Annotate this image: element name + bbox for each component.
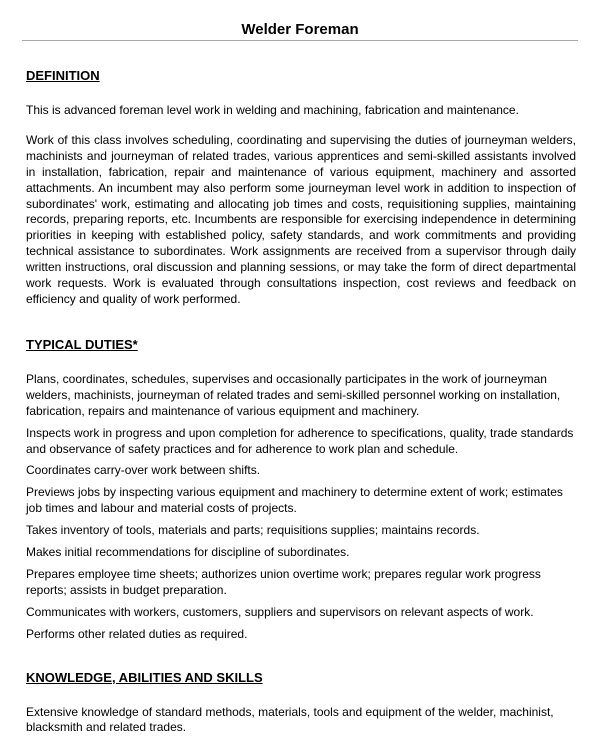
knowledge-paragraph: Extensive knowledge of standard methods, materials, tools and equipment of the welder, machinist, blacksmith and related trades. <box>26 704 554 735</box>
duty-item: Previews jobs by inspecting various equipment and machinery to determine extent of work; estimates job times and labour and material costs of projects. <box>26 485 563 516</box>
title-divider <box>22 40 578 41</box>
knowledge-heading: KNOWLEDGE, ABILITIES AND SKILLS <box>26 669 263 685</box>
duty-item: Coordinates carry-over work between shifts. <box>26 463 261 478</box>
duty-item: Plans, coordinates, schedules, supervises and occasionally participates in the work of journeyman welders, machinists, journeyman of related trades and semi-skilled personnel working on installation, fabrication, repairs and maintenance of various equipment and machinery. <box>26 371 561 418</box>
typical-duties-heading: TYPICAL DUTIES* <box>26 336 138 352</box>
definition-section <box>26 67 576 308</box>
typical-duties-section <box>26 336 576 643</box>
document-body <box>26 67 576 736</box>
definition-paragraph: This is advanced foreman level work in welding and machining, fabrication and maintenance. <box>26 103 519 117</box>
definition-heading: DEFINITION <box>26 68 100 83</box>
document-title: Welder Foreman <box>241 21 359 38</box>
duty-item: Makes initial recommendations for discipline of subordinates. <box>26 545 350 560</box>
definition-paragraph: Work of this class involves scheduling, coordinating and supervising the duties of journeyman welders, machinists and journeyman of related trades, various apprentices and semi-skilled assistants involved in installation, fabrication, repair and maintenance of various equipment, machinery and assorted attachments. An incumbent may also perform some journeyman level work in addition to inspection of subordinates' work, estimating and allocating job times and costs, requisitioning supplies, maintaining records, preparing reports, etc. Incumbents are responsible for exercising independence in determining priorities in keeping with established policy, safety standards, and work commitments and providing technical assistance to subordinates. Work assignments are received from a supervisor through daily written instructions, oral discussion and planning sessions, or may take the form of direct departmental work requests. Work is evaluated through consultations inspection, cost reviews and feedback on efficiency and quality of work performed. <box>26 132 576 306</box>
duty-item: Performs other related duties as required. <box>26 626 248 641</box>
duty-item: Inspects work in progress and upon completion for adherence to specifications, quality, trade standards and observance of safety practices and for adherence to work plan and schedule. <box>26 425 574 456</box>
duty-item: Prepares employee time sheets; authorizes union overtime work; prepares regular work progress reports; assists in budget preparation. <box>26 566 541 597</box>
duty-item: Takes inventory of tools, materials and parts; requisitions supplies; maintains records. <box>26 523 480 538</box>
duty-item: Communicates with workers, customers, suppliers and supervisors on relevant aspects of work. <box>26 604 534 619</box>
knowledge-section <box>26 669 576 736</box>
